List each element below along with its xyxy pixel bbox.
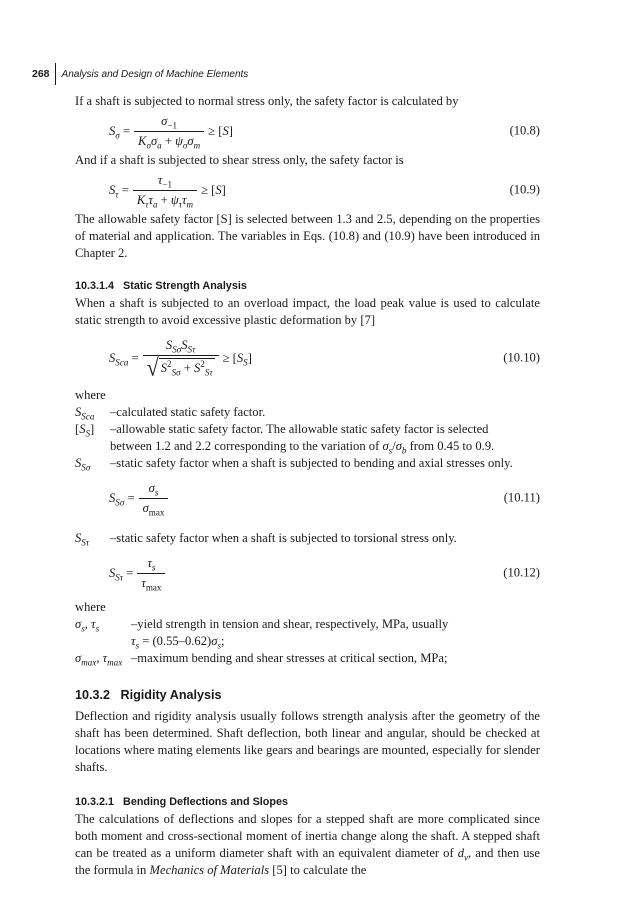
page-body [75,93,540,879]
equation-number: (10.12) [503,565,540,580]
equation-number: (10.9) [509,182,540,197]
equation-10-8: $S_\sigma$ = $\frac{\sigma_{-1}}{K_\sigma\sigma_a + \psi_\sigma\sigma_m}$ ≥ [S] (10.8) [109,113,540,151]
section-heading-rigidity: 10.3.2 Rigidity Analysis [75,688,222,702]
paragraph-stepped-shaft: The calculations of deflections and slopes for a stepped shaft are more complicated since both moment and cross-sectional moment of inertia change along the shaft. A stepped shaft can be treated as a uniform diameter shaft with an equivalent diameter of $d_v$, and then use the formula in Mechanics of Materials [5] to calculate the [75,812,540,877]
equation-number: (10.11) [503,490,540,505]
paragraph-rigidity: Deflection and rigidity analysis usually follows strength analysis after the geometry of the shaft has been determined. Shaft deflection, both linear and angular, should be checked at locations where mating elements like gears and bearings are mounted, especially for slender shafts. [75,709,540,774]
where-label: where [75,388,106,402]
page-header [32,64,248,84]
equation-number: (10.8) [509,123,540,138]
definition-ssigma: $S_{S\sigma}$ –static safety factor when a shaft is subjected to bending and axial stresses only. [75,456,513,473]
definition-yield-strength: $\sigma_s$, $\tau_s$ –yield strength in tension and shear, respectively, MPa, usually $\tau_s = (0.55-0.62)\sigma_s$; [75,617,449,651]
definition-ssca: $S_{Sca}$ –calculated static safety factor. [75,405,266,422]
paragraph-overload-impact: When a shaft is subjected to an overload impact, the load peak value is used to calculate static strength to avoid excessive plastic deformation by [7] [75,296,540,327]
definition-stau: $S_{S\tau}$ –static safety factor when a shaft is subjected to torsional stress only. [75,531,457,548]
definition-max-stresses: $\sigma_{max}$, $\tau_{max}$ –maximum bending and shear stresses at critical section, MPa; [75,651,448,668]
definition-ss-allowable: $[S_S]$ –allowable static safety factor. The allowable static safety factor is selected between 1.2 and 2.2 corresponding to the variation of $\sigma_s/\sigma_b$ from 0.45 to 0.9. [75,422,495,456]
subsection-heading-deflections: 10.3.2.1 Bending Deflections and Slopes [75,796,289,808]
subsection-heading-static-strength: 10.3.1.4 Static Strength Analysis [75,280,247,292]
running-title: Analysis and Design of Machine Elements [61,68,249,80]
page-number: 268 [32,68,50,80]
paragraph-normal-stress: If a shaft is subjected to normal stress only, the safety factor is calculated by [75,94,459,108]
equation-10-9: $S_\tau$ = $\frac{\tau_{-1}}{K_\tau\tau_a + \psi_\tau\tau_m}$ ≥ [S] (10.9) [109,172,540,210]
paragraph-allowable-safety-factor: The allowable safety factor [S] is selected between 1.3 and 2.5, depending on the properties of material and application. The variables in Eqs. (10.8) and (10.9) have been introduced in Chapter 2. [75,212,540,260]
where-label: where [75,600,106,614]
header-divider [55,63,56,85]
equation-10-11: $S_{S\sigma}$ = $\frac{\sigma_s}{\sigma_{max}}$ (10.11) [109,480,540,518]
equation-10-10: $S_{Sca}$ = $S_{S\sigma}S_{S\tau}$ √ $S^2_{S\sigma} + S^2_{S\tau}$ ≥ $[S_S]$ (10.10) [109,337,540,381]
equation-number: (10.10) [503,350,540,365]
paragraph-shear-stress: And if a shaft is subjected to shear stress only, the safety factor is [75,153,404,167]
equation-10-12: $S_{S\tau}$ = $\frac{\tau_s}{\tau_{max}}$ (10.12) [109,555,540,593]
